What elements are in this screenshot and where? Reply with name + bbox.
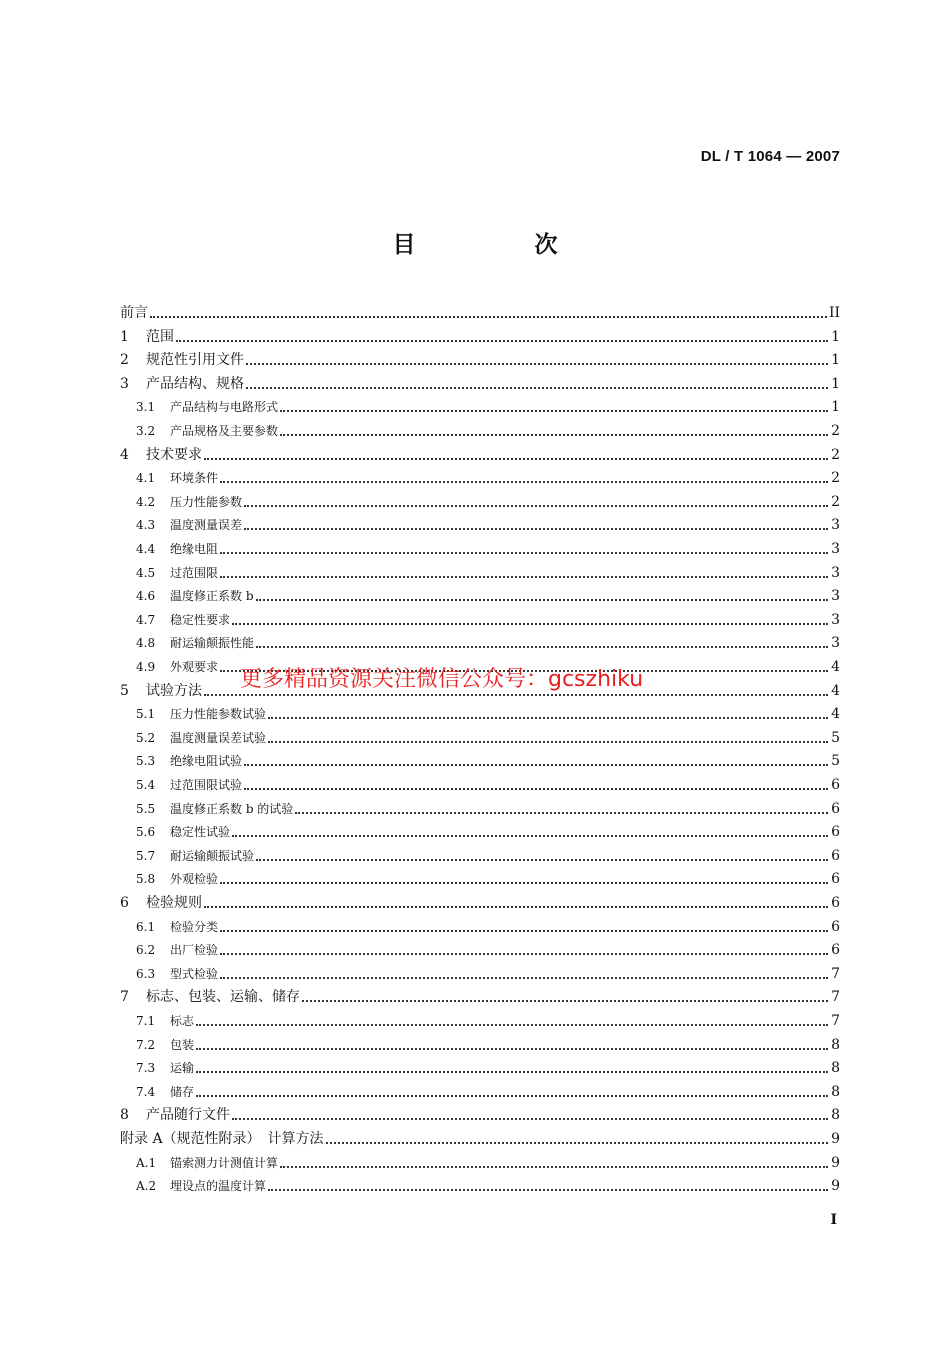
toc-entry-number: 4.3 [136, 518, 156, 533]
toc-dot-leader [268, 1189, 828, 1191]
toc-entry [120, 371, 840, 393]
toc-entry [120, 630, 840, 652]
toc-entry [120, 866, 840, 888]
toc-entry-page: 8 [831, 1060, 840, 1077]
toc-entry-number: 8 [120, 1107, 129, 1124]
toc-dot-leader [196, 1048, 828, 1050]
toc-dot-leader [220, 930, 828, 932]
toc-entry-page: 7 [831, 989, 840, 1006]
toc-entry-page: 8 [831, 1083, 840, 1100]
toc-dot-leader [204, 906, 828, 908]
toc-entry-label: 前言 [120, 305, 148, 321]
toc-dot-leader [204, 458, 828, 460]
toc-entry [120, 984, 840, 1006]
toc-dot-leader [295, 812, 828, 814]
toc-dot-leader [232, 623, 828, 625]
toc-entry [120, 560, 840, 582]
toc-entry-page: 2 [831, 493, 840, 510]
toc-entry-page: 9 [831, 1131, 840, 1147]
toc-entry [120, 1150, 840, 1172]
toc-entry-label: 稳定性试验 [170, 825, 231, 840]
toc-entry [120, 607, 840, 629]
toc-entry-label: 埋设点的温度计算 [170, 1179, 267, 1194]
toc-entry-number: 4.5 [136, 565, 156, 580]
toc-entry-number: 5.1 [136, 707, 156, 722]
toc-entry-number: 7.1 [136, 1014, 156, 1028]
toc-entry-label: 过范围限 [170, 565, 219, 580]
toc-dot-leader [246, 387, 828, 389]
toc-entry-number: 4.4 [136, 542, 156, 556]
toc-entry-page: 9 [831, 1154, 840, 1171]
toc-entry-page: 1 [831, 399, 840, 416]
toc-entry-number: A.1 [136, 1155, 157, 1170]
toc-entry-number: 6 [120, 895, 129, 911]
toc-dot-leader [232, 1118, 828, 1120]
toc-entry-page: 6 [831, 918, 840, 935]
toc-entry-page: 6 [831, 824, 840, 841]
toc-dot-leader [220, 552, 828, 554]
toc-entry-page: 7 [831, 965, 840, 982]
toc-entry-number: 7.4 [136, 1084, 156, 1099]
toc-entry-number: 3.1 [136, 400, 156, 415]
toc-entry [120, 536, 840, 558]
toc-entry-label: 压力性能参数试验 [170, 707, 267, 722]
toc-dot-leader [244, 528, 828, 530]
toc-dot-leader [256, 599, 829, 601]
toc-entry-page: 6 [831, 942, 840, 959]
toc-entry-page: 5 [831, 753, 840, 770]
toc-dot-leader [220, 882, 828, 884]
toc-entry-label: 温度修正系数 b [170, 589, 254, 604]
toc-entry-page: 6 [831, 895, 840, 911]
toc-entry-page: 6 [831, 800, 840, 817]
toc-entry [120, 748, 840, 770]
toc-dot-leader [268, 741, 828, 743]
toc-entry [120, 418, 840, 440]
toc-entry-label: 标志 [170, 1014, 195, 1028]
toc-entry-label: 标志、包装、运输、储存 [146, 989, 300, 1006]
toc-entry [120, 324, 840, 346]
toc-entry-label: 检验分类 [170, 919, 219, 934]
toc-entry-page: 3 [831, 611, 840, 628]
toc-entry [120, 819, 840, 841]
page-folio: I [830, 1212, 837, 1228]
toc-entry [120, 1032, 840, 1054]
toc-entry-number: 6.3 [136, 966, 156, 981]
toc-entry [120, 300, 840, 322]
toc-entry [120, 442, 840, 464]
toc-entry-label: 检验规则 [146, 895, 202, 911]
toc-entry-page: 6 [831, 847, 840, 864]
toc-dot-leader [268, 717, 828, 719]
toc-entry-page: 2 [831, 446, 840, 463]
toc-entry-number: 1 [120, 328, 129, 345]
toc-entry-page: 3 [831, 517, 840, 534]
toc-entry [120, 1079, 840, 1101]
toc-entry-number: 4.8 [136, 636, 156, 651]
toc-entry-page: 9 [831, 1178, 840, 1195]
toc-dot-leader [150, 316, 827, 318]
toc-entry-number: 5.3 [136, 754, 156, 769]
toc-dot-leader [244, 764, 828, 766]
toc-entry-label: 稳定性要求 [170, 612, 231, 627]
toc-entry-label: 产品结构、规格 [146, 375, 244, 392]
toc-entry-number: 4.9 [136, 660, 156, 674]
toc-entry [120, 1173, 840, 1195]
toc-dot-leader [256, 646, 828, 648]
toc-dot-leader [220, 481, 828, 483]
toc-dot-leader [232, 835, 828, 837]
toc-entry-number: 3.2 [136, 424, 156, 438]
toc-entry-label: 耐运输颠振性能 [170, 636, 255, 651]
toc-entry [120, 725, 840, 747]
toc-dot-leader [220, 953, 828, 955]
toc-entry-number: 4.6 [136, 589, 156, 604]
toc-entry [120, 1008, 840, 1030]
toc-entry [120, 772, 840, 794]
toc-entry-page: 6 [831, 777, 840, 793]
toc-entry [120, 961, 840, 983]
toc-entry-label: 附录 A（规范性附录） 计算方法 [120, 1131, 324, 1147]
toc-entry-label: 耐运输颠振试验 [170, 848, 255, 863]
toc-entry-label: 绝缘电阻试验 [170, 754, 243, 769]
toc-dot-leader [196, 1024, 828, 1026]
toc-entry [120, 1102, 840, 1124]
toc-dot-leader [326, 1142, 828, 1144]
toc-entry-label: 温度测量误差试验 [170, 730, 267, 745]
toc-entry [120, 347, 840, 369]
toc-entry-page: 1 [831, 352, 840, 369]
toc-entry-page: 6 [831, 871, 840, 888]
toc-entry-page: 3 [831, 541, 840, 557]
toc-dot-leader [196, 1071, 828, 1073]
toc-entry [120, 796, 840, 818]
toc-entry [120, 937, 840, 959]
toc-entry-page: 4 [831, 682, 840, 699]
toc-title: 目 次 [392, 232, 606, 258]
toc-entry-label: 技术要求 [146, 446, 202, 463]
toc-entry-label: 出厂检验 [170, 943, 219, 958]
toc-dot-leader [302, 1000, 828, 1002]
toc-entry-number: 4.1 [136, 471, 156, 486]
toc-entry-number: 4 [120, 446, 129, 463]
toc-entry-page: 3 [831, 564, 840, 581]
toc-entry-number: A.2 [136, 1179, 157, 1194]
toc-entry-number: 4.7 [136, 612, 156, 627]
toc-entry [120, 914, 840, 936]
toc-entry-number: 6.2 [136, 943, 156, 958]
toc-entry-number: 5 [120, 682, 129, 699]
toc-entry-page: 1 [831, 375, 840, 392]
toc-entry-number: 2 [120, 352, 129, 369]
watermark: 更多精品资源关注微信公众号：gcszhiku [240, 667, 644, 692]
toc-entry-label: 环境条件 [170, 471, 219, 486]
toc-entry-label: 产品结构与电路形式 [170, 400, 279, 415]
toc-entry-number: 5.2 [136, 730, 156, 745]
toc-entry [120, 701, 840, 723]
toc-entry-number: 7 [120, 989, 129, 1006]
toc-entry-label: 外观检验 [170, 872, 219, 887]
toc-entry [120, 843, 840, 865]
toc-entry-number: 7.2 [136, 1037, 156, 1052]
toc-dot-leader [244, 505, 828, 507]
toc-entry-label: 规范性引用文件 [146, 352, 244, 369]
toc-entry-label: 锚索测力计测值计算 [170, 1155, 279, 1170]
toc-dot-leader [256, 859, 828, 861]
toc-entry-label: 压力性能参数 [170, 494, 243, 509]
toc-dot-leader [280, 434, 828, 436]
toc-entry-label: 产品随行文件 [146, 1107, 230, 1124]
toc-entry-page: 4 [831, 706, 840, 723]
toc-entry-number: 5.4 [136, 778, 156, 792]
toc-entry-label: 储存 [170, 1084, 195, 1099]
toc-entry [120, 890, 840, 912]
toc-entry-label: 绝缘电阻 [170, 542, 219, 556]
toc-entry-label: 试验方法 [146, 682, 202, 699]
toc-entry-number: 5.8 [136, 872, 156, 887]
toc-entry-label: 产品规格及主要参数 [170, 424, 279, 438]
toc-entry [120, 394, 840, 416]
toc-entry [120, 489, 840, 511]
toc-dot-leader [204, 694, 828, 696]
toc-entry-page: 2 [831, 470, 840, 487]
toc-dot-leader [280, 1166, 828, 1168]
toc-entry-label: 外观要求 [170, 660, 219, 674]
toc-dot-leader [244, 788, 828, 790]
toc-entry [120, 1126, 840, 1148]
toc-entry-number: 5.5 [136, 801, 156, 816]
toc-entry [120, 465, 840, 487]
toc-entry-label: 温度修正系数 b 的试验 [170, 801, 294, 816]
toc-entry-number: 7.3 [136, 1061, 156, 1076]
toc-entry-page: 3 [831, 588, 840, 605]
toc-entry-page: 3 [831, 635, 840, 652]
toc-entry-label: 型式检验 [170, 966, 219, 981]
toc-dot-leader [220, 576, 828, 578]
toc-entry-page: 1 [831, 328, 840, 345]
toc-entry-page: 2 [831, 423, 840, 439]
toc-entry [120, 1055, 840, 1077]
toc-entry-page: 4 [831, 659, 840, 675]
toc-entry-page: 8 [831, 1036, 840, 1053]
toc-entry-label: 包装 [170, 1037, 195, 1052]
toc-dot-leader [196, 1095, 828, 1097]
toc-entry-number: 3 [120, 375, 129, 392]
toc-entry-page: 8 [831, 1107, 840, 1124]
toc-dot-leader [220, 977, 828, 979]
toc-entry [120, 512, 840, 534]
toc-entry-number: 6.1 [136, 919, 156, 934]
toc-entry-number: 4.2 [136, 494, 156, 509]
toc-entry [120, 583, 840, 605]
toc-entry-page: II [828, 305, 840, 321]
toc-entry-label: 运输 [170, 1061, 195, 1076]
toc-entry-label: 温度测量误差 [170, 518, 243, 533]
toc-entry-label: 范围 [146, 328, 174, 345]
standard-code: DL / T 1064 — 2007 [700, 148, 840, 165]
toc-dot-leader [280, 410, 828, 412]
toc-dot-leader [176, 340, 828, 342]
toc-entry-page: 5 [831, 729, 840, 746]
toc-entry-page: 7 [831, 1013, 840, 1029]
toc-entry-number: 5.7 [136, 848, 156, 863]
toc-entry-number: 5.6 [136, 825, 156, 840]
toc-entry-label: 过范围限试验 [170, 778, 243, 792]
toc-dot-leader [246, 363, 828, 365]
